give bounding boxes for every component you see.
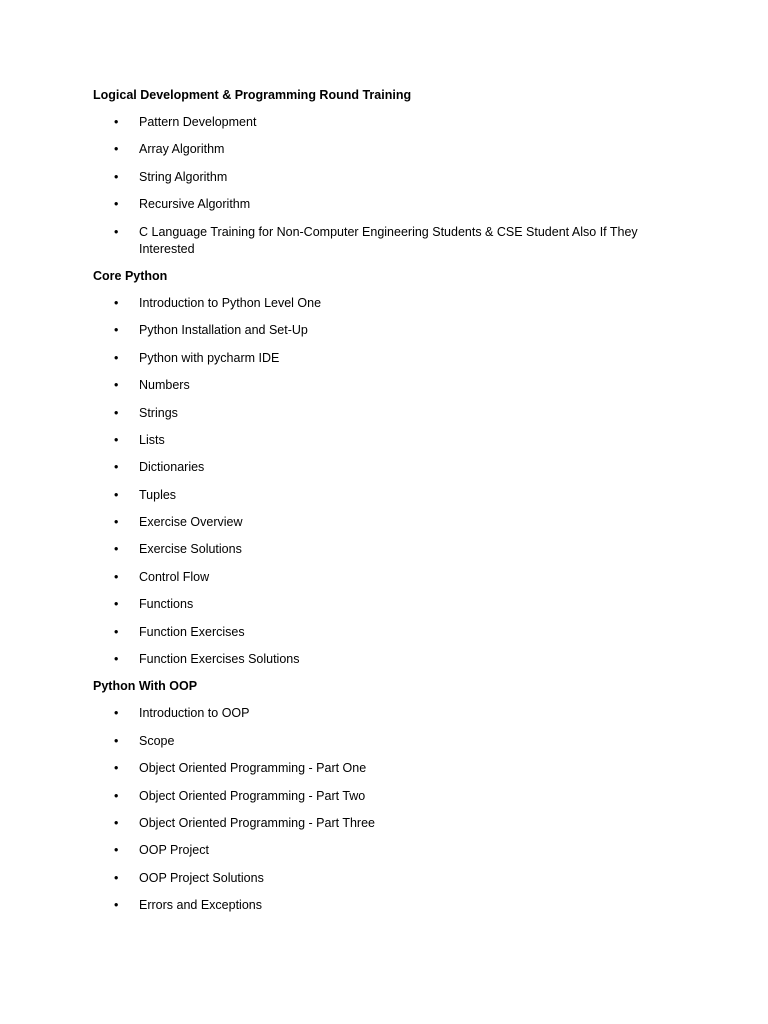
list-item-text: Introduction to OOP bbox=[139, 706, 250, 721]
list-item-text: Exercise Solutions bbox=[139, 542, 242, 557]
bullet-icon: • bbox=[114, 169, 119, 184]
bullet-icon: • bbox=[114, 569, 119, 584]
list-item bbox=[93, 788, 673, 805]
bullet-list bbox=[93, 705, 673, 914]
section-heading: Python With OOP bbox=[93, 679, 198, 694]
list-item-text: String Algorithm bbox=[139, 169, 228, 184]
list-item bbox=[93, 295, 673, 312]
document-content bbox=[93, 87, 673, 925]
list-item-text: Object Oriented Programming - Part Three bbox=[139, 815, 375, 830]
bullet-icon: • bbox=[114, 788, 119, 803]
list-item-text: Object Oriented Programming - Part One bbox=[139, 761, 367, 776]
bullet-icon: • bbox=[114, 295, 119, 310]
list-item bbox=[93, 815, 673, 832]
list-item-text: Function Exercises Solutions bbox=[139, 652, 300, 667]
bullet-list bbox=[93, 114, 673, 258]
list-item-text: Errors and Exceptions bbox=[139, 898, 262, 913]
section-heading: Core Python bbox=[93, 268, 168, 283]
bullet-icon: • bbox=[114, 197, 119, 212]
bullet-icon: • bbox=[114, 460, 119, 475]
bullet-icon: • bbox=[114, 761, 119, 776]
list-item-text: Scope bbox=[139, 733, 175, 748]
list-item-text: Strings bbox=[139, 405, 178, 420]
list-item-text: Tuples bbox=[139, 487, 177, 502]
list-item-text: Introduction to Python Level One bbox=[139, 295, 322, 310]
list-item bbox=[93, 405, 673, 422]
list-item-text: Exercise Overview bbox=[139, 515, 243, 530]
bullet-icon: • bbox=[114, 652, 119, 667]
list-item-text: Dictionaries bbox=[139, 460, 205, 475]
list-item bbox=[93, 842, 673, 859]
list-item bbox=[93, 760, 673, 777]
section-heading: Logical Development & Programming Round Training bbox=[93, 88, 412, 102]
section-python-with-oop bbox=[93, 678, 673, 914]
list-item bbox=[93, 705, 673, 722]
list-item bbox=[93, 196, 673, 213]
list-item bbox=[93, 569, 673, 586]
list-item bbox=[93, 322, 673, 339]
list-item bbox=[93, 870, 673, 887]
bullet-icon: • bbox=[114, 515, 119, 530]
list-item-text: OOP Project bbox=[139, 843, 209, 858]
list-item bbox=[93, 432, 673, 449]
bullet-icon: • bbox=[114, 378, 119, 393]
bullet-icon: • bbox=[114, 706, 119, 721]
bullet-icon: • bbox=[114, 142, 119, 157]
list-item-text: Python with pycharm IDE bbox=[139, 350, 280, 365]
section-logical-development bbox=[93, 87, 673, 258]
list-item bbox=[93, 350, 673, 367]
bullet-icon: • bbox=[114, 542, 119, 557]
list-item-text: OOP Project Solutions bbox=[139, 870, 264, 885]
section-core-python bbox=[93, 268, 673, 668]
bullet-list bbox=[93, 295, 673, 668]
bullet-icon: • bbox=[114, 815, 119, 830]
bullet-icon: • bbox=[114, 115, 119, 129]
list-item-text: Recursive Algorithm bbox=[139, 197, 251, 212]
bullet-icon: • bbox=[114, 733, 119, 748]
list-item bbox=[93, 141, 673, 158]
list-item bbox=[93, 541, 673, 558]
list-item bbox=[93, 651, 673, 668]
bullet-icon: • bbox=[114, 432, 119, 447]
list-item bbox=[93, 514, 673, 531]
bullet-icon: • bbox=[114, 870, 119, 885]
list-item-text: C Language Training for Non-Computer Engineering Students & CSE Student Also If They Interested bbox=[139, 224, 638, 256]
bullet-icon: • bbox=[114, 898, 119, 913]
list-item-text: Function Exercises bbox=[139, 624, 245, 639]
list-item bbox=[93, 897, 673, 914]
list-item bbox=[93, 487, 673, 504]
list-item-text: Array Algorithm bbox=[139, 142, 225, 157]
list-item bbox=[93, 596, 673, 613]
list-item bbox=[93, 733, 673, 750]
bullet-icon: • bbox=[114, 405, 119, 420]
list-item bbox=[93, 169, 673, 186]
bullet-icon: • bbox=[114, 323, 119, 338]
bullet-icon: • bbox=[114, 350, 119, 365]
list-item-text: Python Installation and Set-Up bbox=[139, 323, 308, 338]
bullet-icon: • bbox=[114, 487, 119, 502]
list-item bbox=[93, 377, 673, 394]
bullet-icon: • bbox=[114, 624, 119, 639]
list-item-text: Control Flow bbox=[139, 569, 210, 584]
list-item bbox=[93, 224, 673, 258]
list-item bbox=[93, 459, 673, 476]
bullet-icon: • bbox=[114, 597, 119, 612]
bullet-icon: • bbox=[114, 843, 119, 858]
bullet-icon: • bbox=[114, 224, 119, 239]
list-item-text: Functions bbox=[139, 597, 194, 612]
list-item-text: Numbers bbox=[139, 378, 190, 393]
list-item-text: Lists bbox=[139, 432, 165, 447]
list-item bbox=[93, 624, 673, 641]
list-item bbox=[93, 114, 673, 131]
list-item-text: Pattern Development bbox=[139, 115, 257, 129]
list-item-text: Object Oriented Programming - Part Two bbox=[139, 788, 366, 803]
